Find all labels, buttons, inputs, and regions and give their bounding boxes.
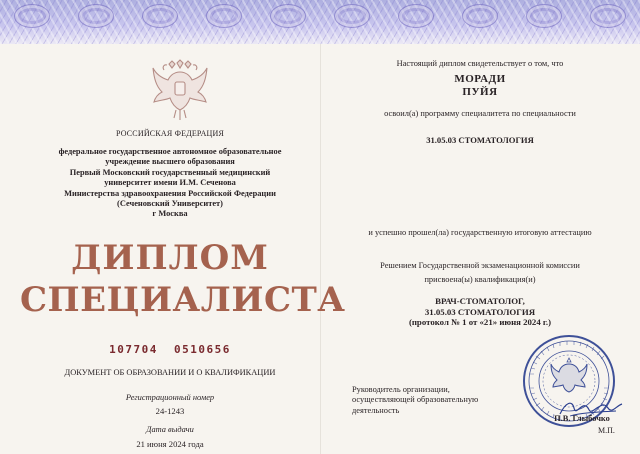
decision-line: Решением Государственной экзаменационной комиссии bbox=[380, 261, 580, 270]
band-ornament bbox=[142, 4, 178, 28]
graduate-given-name: ПУЙЯ bbox=[462, 86, 498, 98]
attestation-statement: и успешно прошел(ла) государственную итоговую аттестацию bbox=[368, 228, 592, 237]
organization-line: федеральное государственное автономное образовательное bbox=[58, 147, 282, 156]
double-headed-eagle-emblem bbox=[150, 58, 210, 124]
qualification bbox=[325, 296, 635, 328]
band-ornament bbox=[334, 4, 370, 28]
graduate-surname: МОРАДИ bbox=[454, 73, 506, 85]
issue-date-label: Дата выдачи bbox=[146, 425, 194, 434]
certification-intro: Настоящий диплом свидетельствует о том, что bbox=[396, 59, 564, 68]
serial-number: 107704 0510656 bbox=[109, 343, 231, 356]
head-label-line: осуществляющей образовательную bbox=[352, 395, 479, 405]
diploma-title: ДИПЛОМ bbox=[71, 238, 269, 278]
decision-line: присвоена(ы) квалификация(и) bbox=[424, 275, 536, 284]
band-ornament bbox=[590, 4, 626, 28]
band-ornament bbox=[462, 4, 498, 28]
head-label-line: Руководитель организации, bbox=[352, 385, 450, 394]
document-type: ДОКУМЕНТ ОБ ОБРАЗОВАНИИ И О КВАЛИФИКАЦИИ bbox=[64, 368, 276, 377]
band-ornament bbox=[526, 4, 562, 28]
organization-line: г Москва bbox=[152, 209, 188, 219]
organization-line: учреждение высшего образования bbox=[105, 157, 235, 167]
registration-number: 24-1243 bbox=[155, 406, 185, 416]
organization-head-label bbox=[352, 385, 478, 416]
organization-line: Министерства здравоохранения Российской Федерации bbox=[64, 188, 276, 198]
organization-line: Первый Московский государственный медицинский bbox=[69, 167, 271, 177]
band-ornament bbox=[78, 4, 114, 28]
decorative-top-band bbox=[0, 0, 640, 44]
band-ornaments bbox=[0, 4, 640, 32]
issue-date: 21 июня 2024 года bbox=[136, 439, 204, 449]
commission-decision bbox=[325, 259, 635, 287]
qualification-line: 31.05.03 СТОМАТОЛОГИЯ bbox=[424, 306, 536, 317]
organization-line: университет имени И.М. Сеченова bbox=[104, 178, 236, 188]
program-statement: освоил(а) программу специалитета по специальности bbox=[384, 109, 576, 118]
page-fold bbox=[320, 44, 321, 454]
band-ornament bbox=[14, 4, 50, 28]
qualification-line: (протокол № 1 от «21» июня 2024 г.) bbox=[408, 317, 552, 328]
stamp-place-mark: М.П. bbox=[598, 426, 615, 435]
registration-label: Регистрационный номер bbox=[125, 393, 215, 402]
specialty: 31.05.03 СТОМАТОЛОГИЯ bbox=[426, 135, 534, 145]
signer-name: П.В. Глыбочко bbox=[554, 414, 610, 423]
band-ornament bbox=[270, 4, 306, 28]
head-label-line: деятельность bbox=[352, 405, 400, 415]
band-ornament bbox=[398, 4, 434, 28]
organization-line: (Сеченовский Университет) bbox=[117, 199, 223, 209]
band-ornament bbox=[206, 4, 242, 28]
diploma-subtitle: СПЕЦИАЛИСТА bbox=[20, 280, 346, 320]
qualification-line: ВРАЧ-СТОМАТОЛОГ, bbox=[435, 296, 525, 306]
organization-name bbox=[20, 147, 320, 220]
country-label: РОССИЙСКАЯ ФЕДЕРАЦИЯ bbox=[115, 129, 225, 138]
